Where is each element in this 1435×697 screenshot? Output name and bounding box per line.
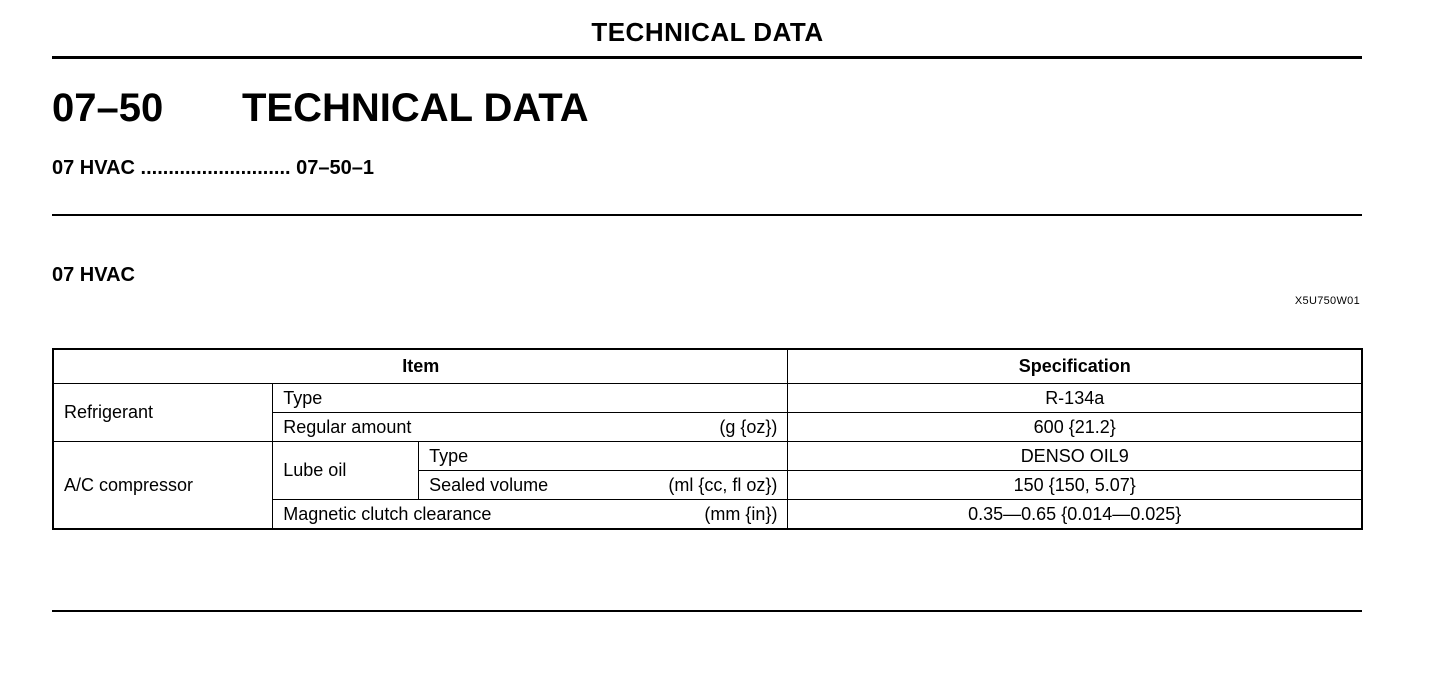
- subsection-title: 07 HVAC: [52, 264, 135, 286]
- sealed-volume-cell: [419, 471, 788, 500]
- refrigerant-amount-value: 600 {21.2}: [788, 413, 1362, 442]
- sealed-volume-label: Sealed volume: [429, 474, 549, 495]
- sealed-volume-unit: (ml {cc, fl oz}): [668, 474, 778, 495]
- clutch-clearance-label: Magnetic clutch clearance: [283, 503, 492, 524]
- table-row: [53, 384, 1362, 413]
- document-code: X5U750W01: [1294, 295, 1360, 307]
- refrigerant-amount-label: Regular amount: [283, 416, 412, 437]
- refrigerant-amount-unit: (g {oz}): [719, 416, 778, 437]
- header-item: Item: [53, 349, 788, 384]
- refrigerant-label: Refrigerant: [53, 384, 273, 442]
- section-title: TECHNICAL DATA: [242, 86, 589, 130]
- clutch-clearance-cell: [273, 500, 788, 530]
- sealed-volume-value: 150 {150, 5.07}: [788, 471, 1362, 500]
- spec-table: [52, 348, 1363, 530]
- clutch-clearance-unit: (mm {in}): [704, 503, 778, 524]
- page-header-title: TECHNICAL DATA: [591, 17, 824, 47]
- footer-divider: [52, 610, 1362, 612]
- lube-oil-type-label: Type: [419, 442, 788, 471]
- section-number: 07–50: [52, 86, 164, 130]
- lube-oil-type-value: DENSO OIL9: [788, 442, 1362, 471]
- refrigerant-type-label: Type: [273, 384, 788, 413]
- section-divider: [52, 214, 1362, 216]
- table-header-row: [53, 349, 1362, 384]
- clutch-clearance-value: 0.35—0.65 {0.014—0.025}: [788, 500, 1362, 530]
- header-specification: Specification: [788, 349, 1362, 384]
- compressor-label: A/C compressor: [53, 442, 273, 530]
- lube-oil-label: Lube oil: [273, 442, 419, 500]
- table-row: [53, 442, 1362, 471]
- section-heading: [52, 86, 589, 131]
- toc-entry-hvac[interactable]: 07 HVAC ........................... 07–50–1: [52, 157, 374, 179]
- refrigerant-amount-cell: [273, 413, 788, 442]
- header-divider: [52, 56, 1362, 59]
- refrigerant-type-value: R-134a: [788, 384, 1362, 413]
